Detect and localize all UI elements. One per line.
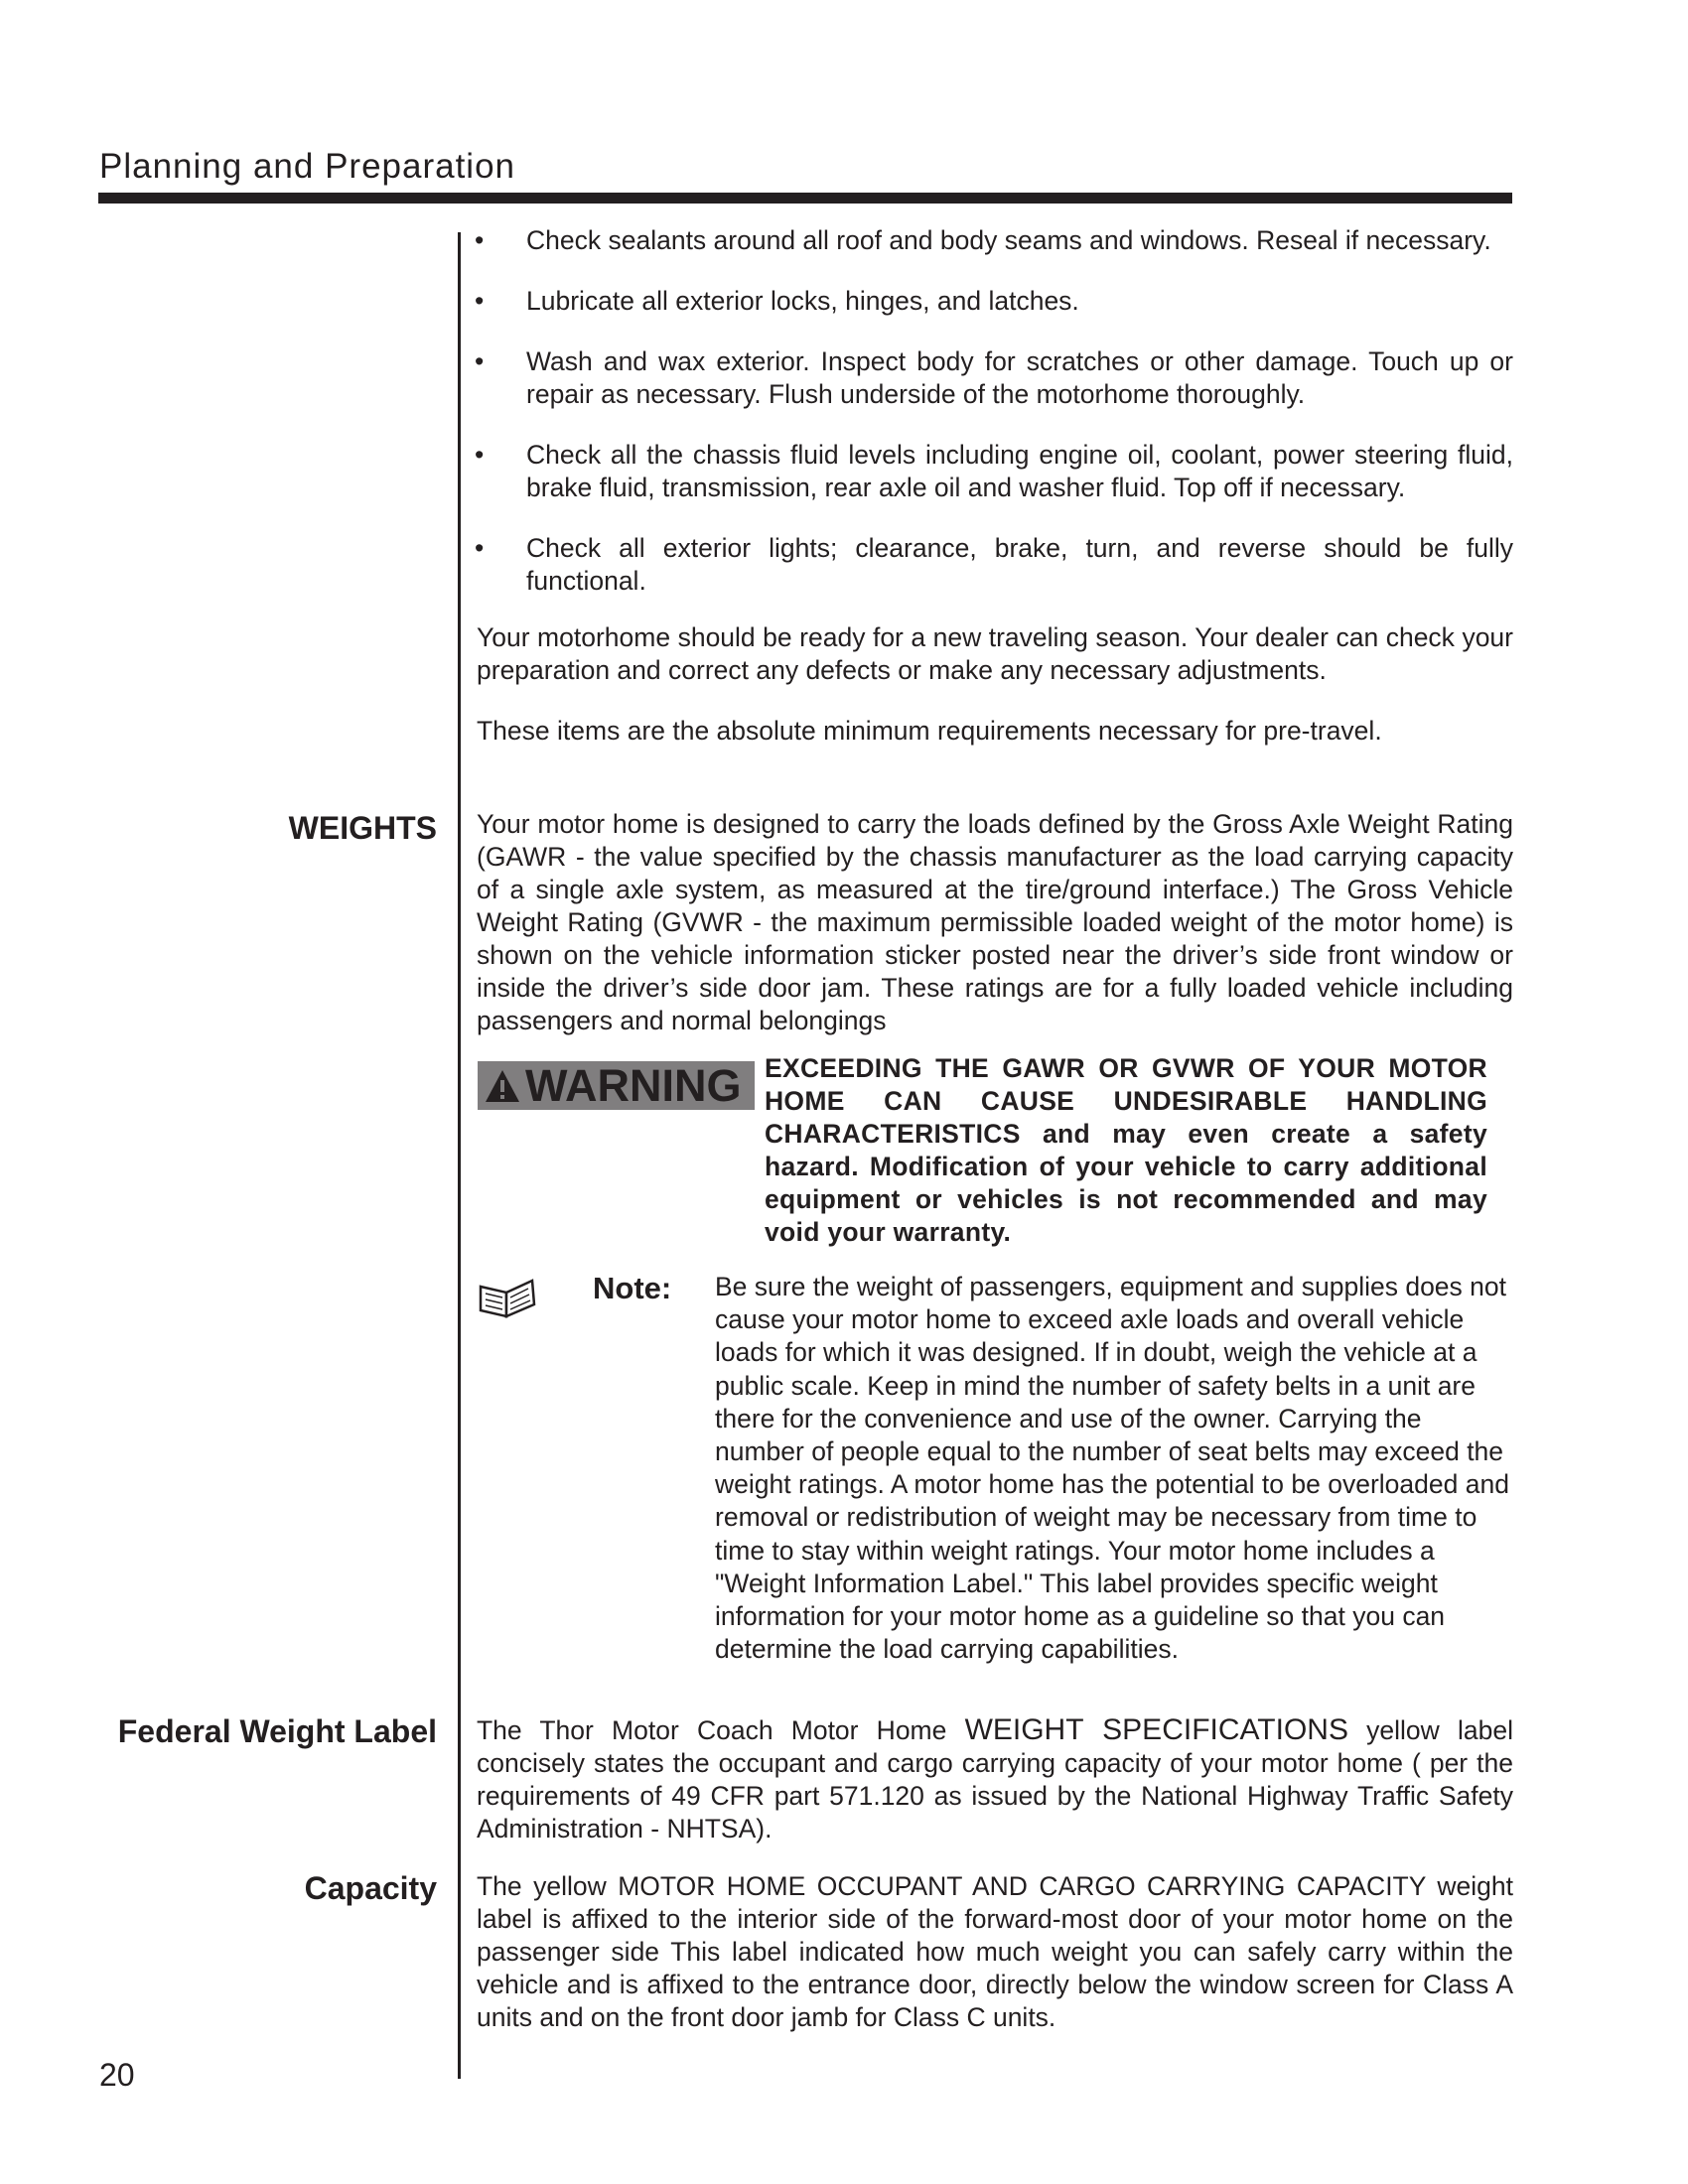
page-header-title: Planning and Preparation	[99, 147, 516, 186]
warning-badge	[478, 1061, 755, 1110]
checklist-item	[467, 224, 1513, 257]
federal-paragraph	[477, 1713, 1513, 1845]
federal-text-before: The Thor Motor Coach Motor Home	[477, 1715, 965, 1745]
checklist-item	[467, 532, 1513, 598]
capacity-paragraph: The yellow MOTOR HOME OCCUPANT AND CARGO CARRYING CAPACITY weight label is affixed to the interior side of the forward-most door of your motor home on the passenger side This label indicated how much weight you can safely carry within the vehicle and is affixed to the entrance door, directly below the window screen for Class A units and on the front door jamb for Class C units.	[477, 1871, 1513, 2032]
checklist-item	[467, 439, 1513, 504]
federal-weight-label-heading: Federal Weight Label	[117, 1713, 437, 1749]
column-divider	[458, 232, 461, 2079]
checklist-item-text: Lubricate all exterior locks, hinges, and latches.	[526, 286, 1079, 316]
header-rule	[98, 193, 1512, 204]
bullet-glyph: •	[475, 225, 485, 255]
checklist-item	[467, 285, 1513, 318]
federal-text-after: yellow label concisely states the occupant and cargo carrying capacity of your motor home ( per the requirements of 49 CFR part 571.120 as issued by the National Highway Traffic Safety Administration - NHTSA).	[477, 1715, 1513, 1843]
bullet-glyph: •	[475, 346, 485, 376]
warning-text: EXCEEDING THE GAWR OR GVWR OF YOUR MOTOR HOME CAN CAUSE UNDESIRABLE HANDLING CHARACTERISTICS and may even create a safety hazard. Modification of your vehicle to carry additional equipment or vehicles is not recommended and may void your warranty.	[765, 1053, 1487, 1247]
bullet-glyph: •	[475, 440, 485, 470]
checklist-item-text: Check sealants around all roof and body seams and windows. Reseal if necessary.	[526, 225, 1491, 255]
checklist-item-text: Check all the chassis fluid levels including engine oil, coolant, power steering fluid, brake fluid, transmission, rear axle oil and washer fluid. Top off if necessary.	[526, 440, 1513, 502]
warning-label: WARNING	[525, 1059, 742, 1111]
page-number: 20	[99, 2057, 135, 2093]
weights-heading: WEIGHTS	[288, 810, 437, 846]
note-text: Be sure the weight of passengers, equipment and supplies does not cause your motor home to exceed axle loads and overall vehicle loads for which it was designed. If in doubt, weigh the vehicle at a public scale. Keep in mind the number of safety belts in a unit are there for the convenience and use of the owner. Carrying the number of people equal to the number of seat belts may exceed the weight ratings. A motor home has the potential to be overloaded and removal or redistribution of weight may be necessary from time to time to stay within weight ratings. Your motor home includes a "Weight Information Label." This label provides specific weight information for your motor home as a guideline so that you can determine the load carrying capabilities.	[715, 1272, 1509, 1665]
minimum-paragraph: These items are the absolute minimum requirements necessary for pre-travel.	[477, 716, 1382, 746]
weight-specifications-term: WEIGHT SPECIFICATIONS	[964, 1713, 1348, 1746]
warning-triangle-icon	[484, 1067, 521, 1105]
checklist	[467, 224, 1513, 625]
book-icon	[477, 1277, 538, 1323]
checklist-item-text: Wash and wax exterior. Inspect body for scratches or other damage. Touch up or repair as necessary. Flush underside of the motorhome thoroughly.	[526, 346, 1513, 409]
ready-paragraph: Your motorhome should be ready for a new traveling season. Your dealer can check your preparation and correct any defects or make any necessary adjustments.	[477, 622, 1513, 685]
bullet-glyph: •	[475, 533, 485, 563]
capacity-heading: Capacity	[304, 1870, 437, 1906]
bullet-glyph: •	[475, 286, 485, 316]
note-label: Note:	[593, 1271, 672, 1305]
checklist-item	[467, 345, 1513, 411]
weights-paragraph: Your motor home is designed to carry the loads defined by the Gross Axle Weight Rating (GAWR - the value specified by the chassis manufacturer as the load carrying capacity of a single axle system, as measured at the tire/ground interface.) The Gross Vehicle Weight Rating (GVWR - the maximum permissible loaded weight of the motor home) is shown on the vehicle information sticker posted near the driver’s side front window or inside the driver’s side door jam. These ratings are for a fully loaded vehicle including passengers and normal belongings	[477, 809, 1513, 1035]
checklist-item-text: Check all exterior lights; clearance, brake, turn, and reverse should be fully functional.	[526, 533, 1513, 596]
